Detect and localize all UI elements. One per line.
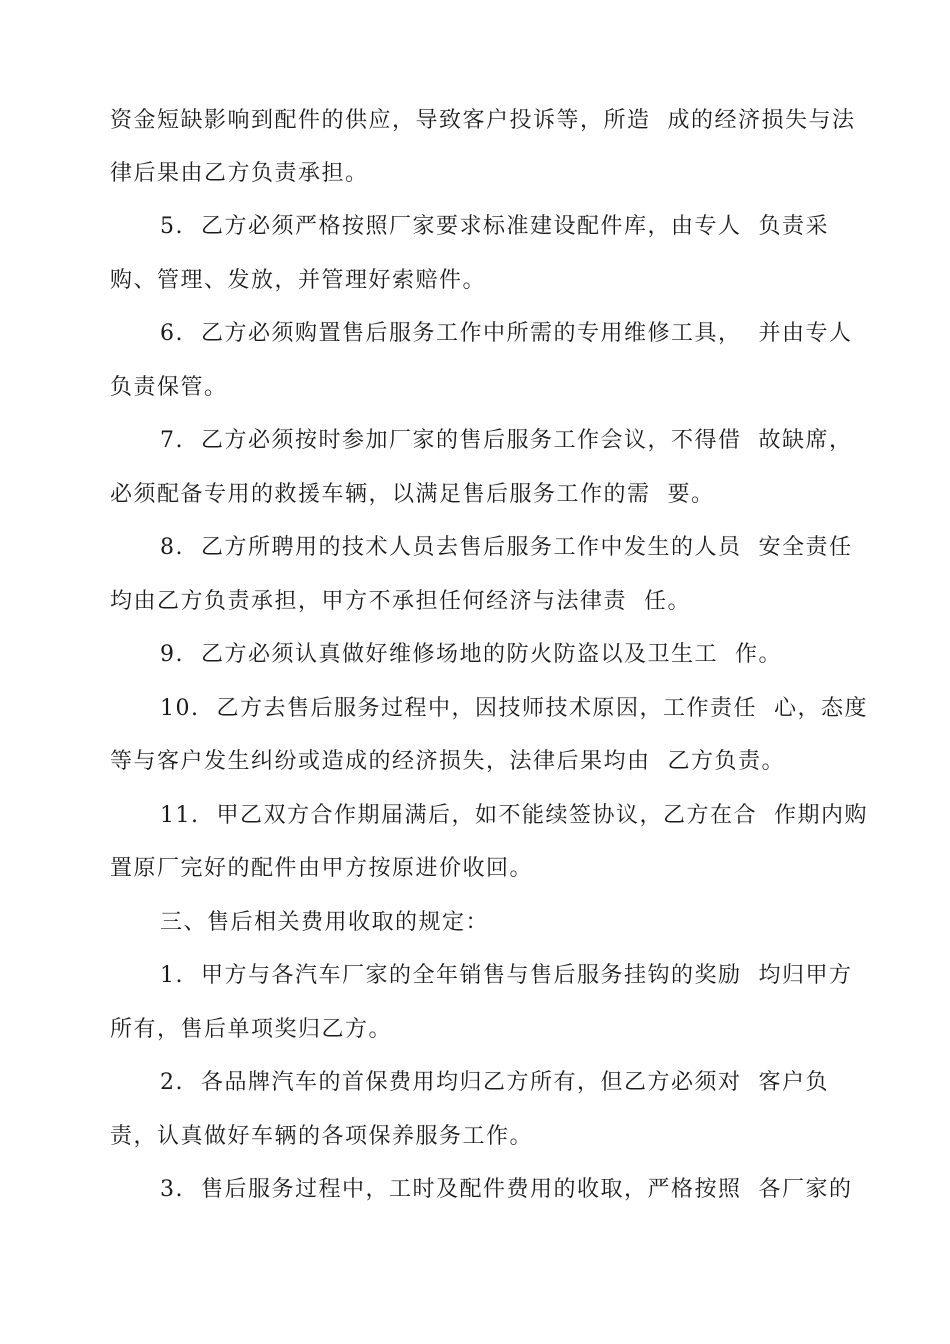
- paragraph-line: 8. 乙方所聘用的技术人员去售后服务工作中发生的人员 安全责任: [160, 535, 853, 560]
- paragraph-line: 7. 乙方必须按时参加厂家的售后服务工作会议，不得借 故缺席，: [160, 428, 853, 453]
- section-heading: 三、售后相关费用收取的规定：: [160, 910, 490, 935]
- paragraph-line: 购、管理、发放，并管理好索赔件。: [110, 268, 487, 293]
- paragraph-line: 等与客户发生纠纷或造成的经济损失，法律后果均由 乙方负责。: [110, 749, 785, 774]
- paragraph-line: 5. 乙方必须严格按照厂家要求标准建设配件库，由专人 负责采: [160, 214, 829, 239]
- paragraph-line: 11. 甲乙双方合作期届满后，如不能续签协议，乙方在合 作期内购: [160, 803, 868, 828]
- paragraph-line: 均由乙方负责承担，甲方不承担任何经济与法律责 任。: [110, 589, 691, 614]
- paragraph-line: 负责保管。: [110, 375, 228, 400]
- paragraph-line: 9. 乙方必须认真做好维修场地的防火防盗以及卫生工 作。: [160, 642, 782, 667]
- paragraph-line: 所有，售后单项奖归乙方。: [110, 1017, 393, 1042]
- paragraph-line: 置原厂完好的配件由甲方按原进价收回。: [110, 856, 534, 881]
- paragraph-line: 资金短缺影响到配件的供应，导致客户投诉等，所造 成的经济损失与法: [110, 108, 856, 133]
- paragraph-line: 责，认真做好车辆的各项保养服务工作。: [110, 1124, 534, 1149]
- paragraph-line: 3. 售后服务过程中，工时及配件费用的收取，严格按照 各厂家的: [160, 1177, 853, 1202]
- paragraph-line: 律后果由乙方负责承担。: [110, 161, 369, 186]
- paragraph-line: 2. 各品牌汽车的首保费用均归乙方所有，但乙方必须对 客户负: [160, 1070, 829, 1095]
- paragraph-line: 6. 乙方必须购置售后服务工作中所需的专用维修工具， 并由专人: [160, 321, 853, 346]
- paragraph-line: 必须配备专用的救援车辆，以满足售后服务工作的需 要。: [110, 482, 715, 507]
- paragraph-line: 1. 甲方与各汽车厂家的全年销售与售后服务挂钩的奖励 均归甲方: [160, 963, 853, 988]
- paragraph-line: 10. 乙方去售后服务过程中，因技师技术原因，工作责任 心，态度: [160, 696, 868, 721]
